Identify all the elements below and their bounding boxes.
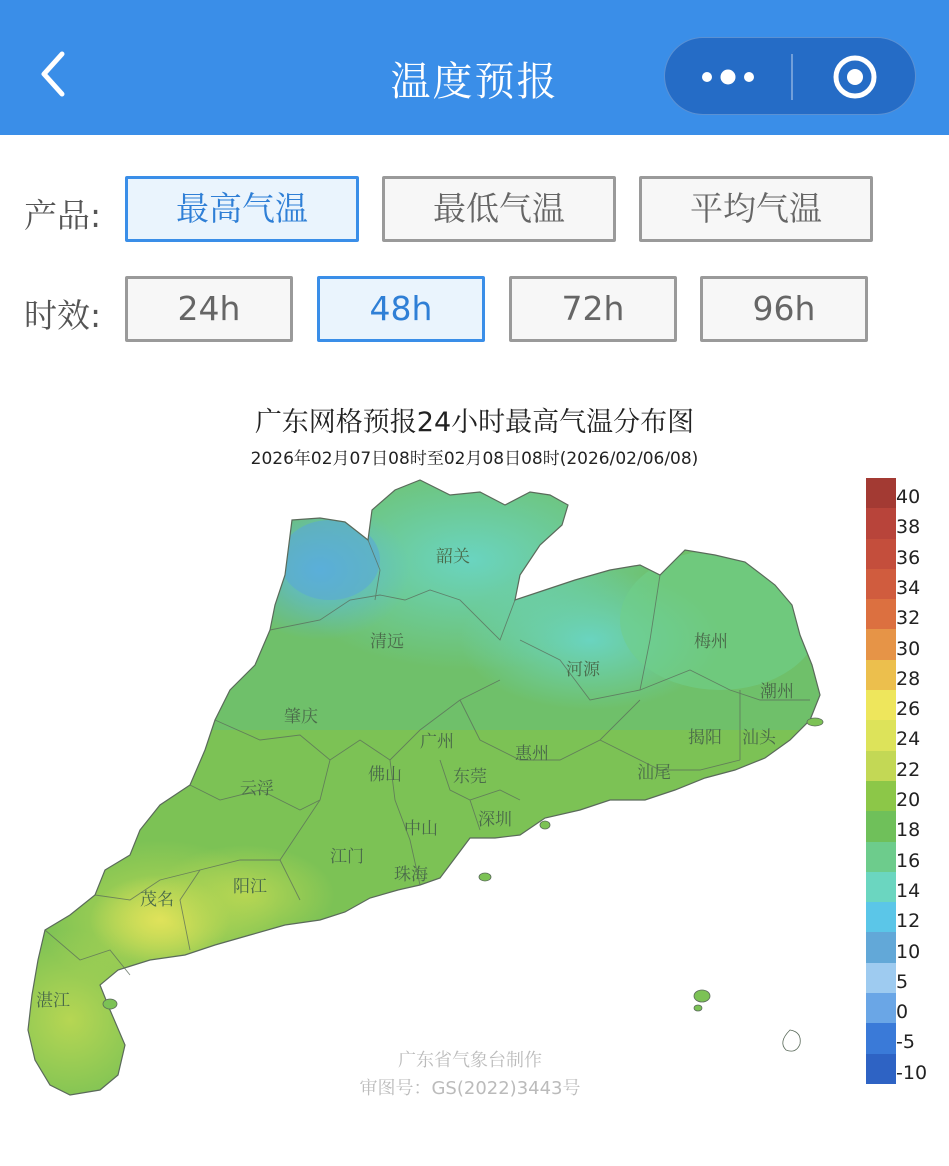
city-yangjiang: 阳江 [233, 877, 267, 897]
legend-swatch [866, 781, 896, 811]
legend-label: 40 [896, 486, 921, 508]
legend-label: 20 [896, 789, 921, 811]
legend-label: 0 [896, 1001, 909, 1024]
legend-swatch [866, 963, 896, 993]
city-foshan: 佛山 [368, 765, 402, 785]
legend-swatch [866, 539, 896, 569]
legend-swatch [866, 902, 896, 932]
city-zhanjiang: 湛江 [36, 991, 70, 1011]
city-maoming: 茂名 [140, 890, 174, 910]
legend-label: 34 [896, 576, 921, 599]
period-option-72h[interactable]: 72h [509, 276, 677, 342]
legend-label: 14 [896, 879, 921, 902]
legend-label: 5 [896, 970, 909, 993]
city-shaoguan: 韶关 [436, 547, 470, 567]
legend-label: 24 [896, 728, 921, 751]
city-shantou: 汕头 [742, 728, 776, 748]
legend-swatch [866, 751, 896, 781]
period-option-24h[interactable]: 24h [125, 276, 293, 342]
city-heyuan: 河源 [566, 660, 600, 680]
legend-swatch [866, 599, 896, 629]
close-target-icon[interactable] [793, 38, 917, 116]
city-qingyuan: 清远 [370, 632, 404, 652]
legend-label: 16 [896, 849, 921, 872]
city-yunfu: 云浮 [240, 779, 274, 799]
legend-swatch [866, 508, 896, 538]
legend-label: 38 [896, 516, 921, 539]
temperature-map [0, 470, 860, 1120]
city-zhaoqing: 肇庆 [284, 707, 318, 727]
product-option-avg-temp[interactable]: 平均气温 [639, 176, 873, 242]
city-dongguan: 东莞 [453, 767, 487, 787]
city-jieyang: 揭阳 [688, 728, 722, 748]
city-guangzhou: 广州 [420, 732, 454, 752]
city-zhuhai: 珠海 [394, 865, 428, 885]
city-shenzhen: 深圳 [478, 810, 512, 830]
legend-swatch [866, 720, 896, 750]
credit-producer: 广东省气象台制作 [398, 1050, 542, 1071]
period-option-48h[interactable]: 48h [317, 276, 485, 342]
map-title: 广东网格预报24小时最高气温分布图 [254, 407, 695, 438]
legend-label: 12 [896, 910, 921, 933]
legend-swatch [866, 629, 896, 659]
legend-swatch [866, 932, 896, 962]
more-options-icon[interactable] [665, 38, 791, 116]
legend-swatch [866, 993, 896, 1023]
product-label: 产品: [24, 196, 102, 235]
period-option-96h[interactable]: 96h [700, 276, 868, 342]
city-shanwei: 汕尾 [637, 763, 671, 783]
legend-swatch [866, 842, 896, 872]
credit-map-approval: 审图号：GS(2022)3443号 [359, 1078, 581, 1099]
legend-label: 36 [896, 546, 921, 569]
legend-label: 32 [896, 607, 921, 630]
legend-label: 26 [896, 698, 921, 721]
map-subtitle: 2026年02月07日08时至02月08日08时(2026/02/06/08) [250, 449, 699, 469]
legend-label: -10 [896, 1061, 928, 1084]
legend-swatch [866, 660, 896, 690]
city-zhongshan: 中山 [404, 819, 438, 839]
product-option-min-temp[interactable]: 最低气温 [382, 176, 616, 242]
city-chaozhou: 潮州 [760, 682, 794, 702]
city-huizhou: 惠州 [515, 744, 549, 764]
city-meizhou: 梅州 [694, 632, 728, 652]
legend-swatch [866, 478, 896, 508]
legend-label: -5 [896, 1031, 915, 1054]
legend-label: 30 [896, 637, 921, 660]
navigation-bar [0, 0, 949, 135]
legend-swatch [866, 811, 896, 841]
legend-label: 18 [896, 819, 921, 842]
city-jiangmen: 江门 [330, 847, 364, 867]
legend-swatch [866, 690, 896, 720]
product-option-max-temp[interactable]: 最高气温 [125, 176, 359, 242]
legend-swatch [866, 569, 896, 599]
page-title: 温度预报 [390, 59, 559, 105]
legend-swatch [866, 1023, 896, 1053]
menu-capsule [664, 37, 916, 115]
legend-label: 22 [896, 758, 921, 781]
legend-swatch [866, 1054, 896, 1084]
legend-swatch [866, 872, 896, 902]
legend-label: 10 [896, 940, 921, 963]
color-legend [866, 478, 896, 1084]
legend-label: 28 [896, 667, 921, 690]
period-label: 时效: [24, 296, 102, 335]
